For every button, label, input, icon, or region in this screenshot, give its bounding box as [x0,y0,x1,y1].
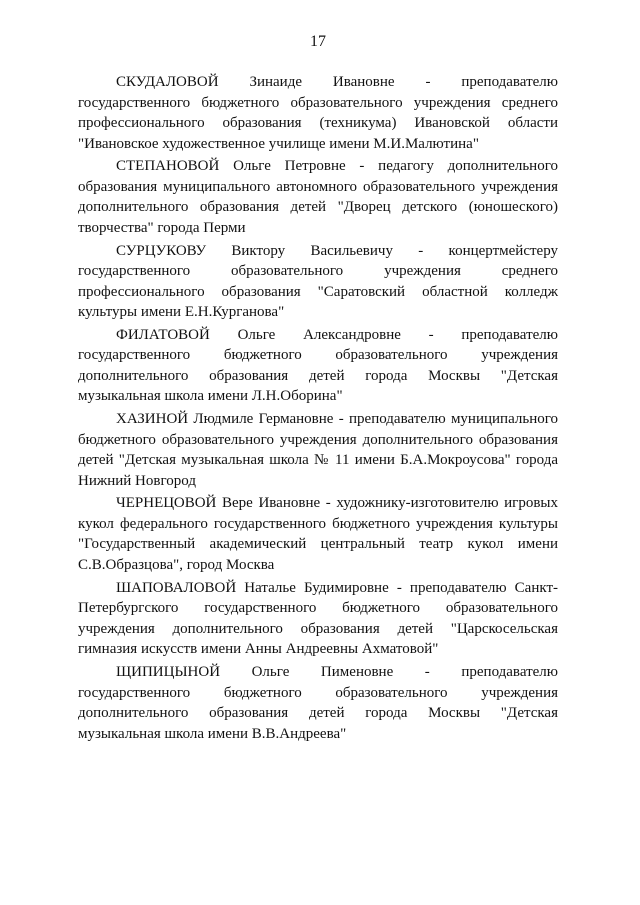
award-entry-chernetsova: ЧЕРНЕЦОВОЙ Вере Ивановне - художнику-изготовителю игровых кукол федерального государственного бюджетного учреждения культуры "Государственный академический центральный театр кукол имени С.В.Образцова", город Москва [78,495,558,573]
award-entry-shapovalova: ШАПОВАЛОВОЙ Наталье Будимировне - преподавателю Санкт-Петербургского государственного бюджетного образовательного учреждения дополнительного образования детей "Царскосельская гимназия искусств имени Анны Андреевны Ахматовой" [78,579,558,658]
award-entry-skudalova: СКУДАЛОВОЙ Зинаиде Ивановне - преподавателю государственного бюджетного образовательного учреждения среднего профессионального образования (техникума) Ивановской области "Ивановское художественное училище имени М.И.Малютина" [78,74,558,152]
award-entry-khazina: ХАЗИНОЙ Людмиле Германовне - преподавателю муниципального бюджетного образовательного учреждения дополнительного образования детей "Детская музыкальная школа № 11 имени Б.А.Мокроусова" города Нижний Новгород [78,411,558,489]
award-entry-stepanova: СТЕПАНОВОЙ Ольге Петровне - педагогу дополнительного образования муниципального автономного образовательного учреждения дополнительного образования детей "Дворец детского (юношеского) творчества" города Перми [78,158,558,236]
award-entry-filatova: ФИЛАТОВОЙ Ольге Александровне - преподавателю государственного бюджетного образовательного учреждения дополнительного образования детей города Москвы "Детская музыкальная школа имени Л.Н.Оборина" [78,326,558,405]
page-number: 17 [310,33,326,50]
award-entry-shchipitsyna: ЩИПИЦЫНОЙ Ольге Пименовне - преподавателю государственного бюджетного образовательного учреждения дополнительного образования детей города Москвы "Детская музыкальная школа имени В.В.Андреева" [78,664,558,742]
award-entry-surtsukov: СУРЦУКОВУ Виктору Васильевичу - концертмейстеру государственного образовательного учреждения среднего профессионального образования "Саратовский областной колледж культуры имени Е.Н.Курганова" [78,242,558,321]
